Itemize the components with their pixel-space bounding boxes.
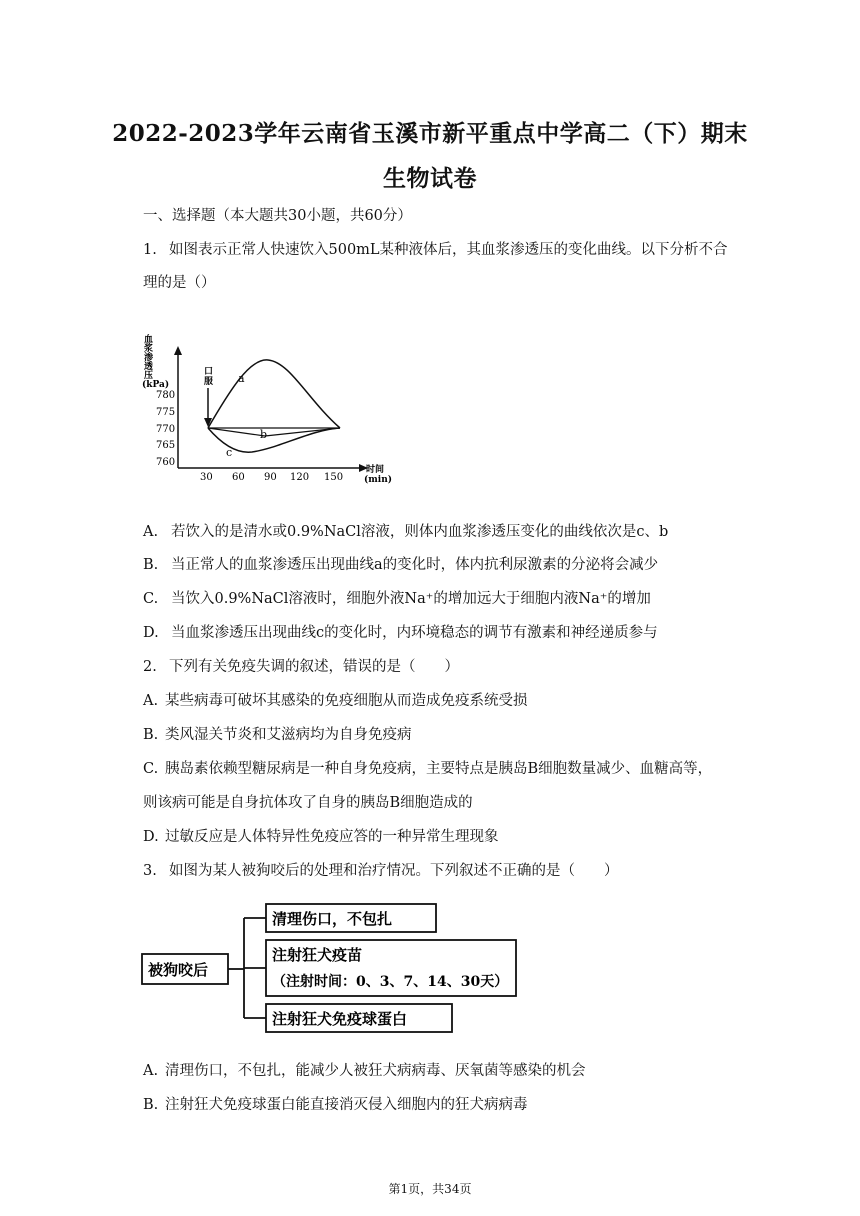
option-text: 清理伤口，不包扎，能减少人被狂犬病病毒、厌氧菌等感染的机会 [165,1063,586,1079]
option-text: 注射狂犬免疫球蛋白能直接消灭侵入细胞内的狂犬病病毒 [165,1097,528,1113]
branch-label-1: 清理伤口，不包扎 [272,910,393,928]
q2-option-c-cont: 则该病可能是自身抗体攻了自身的胰岛B细胞造成的 [143,795,473,811]
question-text: 如图为某人被狗咬后的处理和治疗情况。下列叙述不正确的是（ ） [169,863,619,879]
branch-label-3: 注射狂犬免疫球蛋白 [272,1010,408,1028]
y-tick: 780 [156,390,176,401]
option-text: 若饮入的是清水或0.9%NaCl溶液，则体内血浆渗透压变化的曲线依次是c、b [171,524,669,540]
option-text: 类风湿关节炎和艾滋病均为自身免疫病 [165,727,412,743]
option-text: 胰岛素依赖型糖尿病是一种自身免疫病，主要特点是胰岛B细胞数量减少、血糖高等， [165,761,713,777]
question-number: 1. [143,242,157,258]
option-letter: C. [143,591,159,607]
q2-option-b [143,723,412,744]
y-tick: 760 [156,457,176,468]
option-letter: A. [143,693,159,709]
question-3 [143,859,619,880]
option-letter: B. [143,557,159,573]
question-text: 下列有关免疫失调的叙述，错误的是（ ） [169,659,459,675]
q2-option-c [143,757,712,778]
option-letter: A. [143,524,159,540]
curve-label-a: a [238,372,245,385]
curve-a [208,360,340,428]
x-tick: 150 [324,472,344,483]
curve-label-b: b [260,428,268,441]
option-text: 某些病毒可破坏其感染的免疫细胞从而造成免疫系统受损 [165,693,528,709]
option-letter: B. [143,1097,159,1113]
osmotic-pressure-chart [140,330,400,490]
question-2 [143,655,459,676]
x-axis-label: 时间(min) [364,465,393,485]
root-label: 被狗咬后 [148,961,209,979]
x-ticks [200,472,343,483]
option-letter: D. [143,829,159,845]
branch-label-2b: （注射时间：0、3、7、14、30天） [272,974,509,990]
question-1 [143,238,728,259]
section-heading: 一、选择题（本大题共30小题，共60分） [143,208,412,224]
question-text: 如图表示正常人快速饮入500mL某种液体后，其血浆渗透压的变化曲线。以下分析不合 [169,242,728,258]
option-letter: B. [143,727,159,743]
q3-option-b [143,1093,528,1114]
y-axis-label: 血浆渗透压(kPa) [142,335,170,390]
page-title-line2: 生物试卷 [383,165,477,192]
option-letter: C. [143,761,159,777]
branch-label-2a: 注射狂犬疫苗 [272,946,363,964]
curve-label-c: c [226,446,233,459]
question-number: 2. [143,659,157,675]
x-tick: 30 [200,472,213,483]
x-tick: 120 [290,472,310,483]
oral-label: 口服 [204,367,214,387]
q1-option-a [143,520,668,541]
q1-option-b [143,553,658,574]
y-tick: 775 [156,407,176,418]
y-ticks [156,390,175,468]
q3-option-a [143,1059,586,1080]
option-text: 当血浆渗透压出现曲线c的变化时，内环境稳态的调节有激素和神经递质参与 [171,625,658,641]
q2-option-d [143,825,499,846]
dog-bite-treatment-diagram [138,900,528,1040]
x-tick: 90 [264,472,277,483]
q2-option-a [143,689,528,710]
option-letter: D. [143,625,159,641]
q1-option-c [143,587,651,608]
y-tick: 770 [156,424,176,435]
option-text: 过敏反应是人体特异性免疫应答的一种异常生理现象 [165,829,499,845]
page-title-line1: 2022-2023学年云南省玉溪市新平重点中学高二（下）期末 [112,120,748,147]
option-letter: A. [143,1063,159,1079]
question-1-cont: 理的是（） [143,275,216,291]
q1-option-d [143,621,658,642]
option-text: 当正常人的血浆渗透压出现曲线a的变化时，体内抗利尿激素的分泌将会减少 [171,557,659,573]
y-tick: 765 [156,440,176,451]
question-number: 3. [143,863,157,879]
page-footer: 第1页，共34页 [388,1182,472,1196]
option-text: 当饮入0.9%NaCl溶液时，细胞外液Na⁺的增加远大于细胞内液Na⁺的增加 [171,591,651,607]
x-tick: 60 [232,472,245,483]
